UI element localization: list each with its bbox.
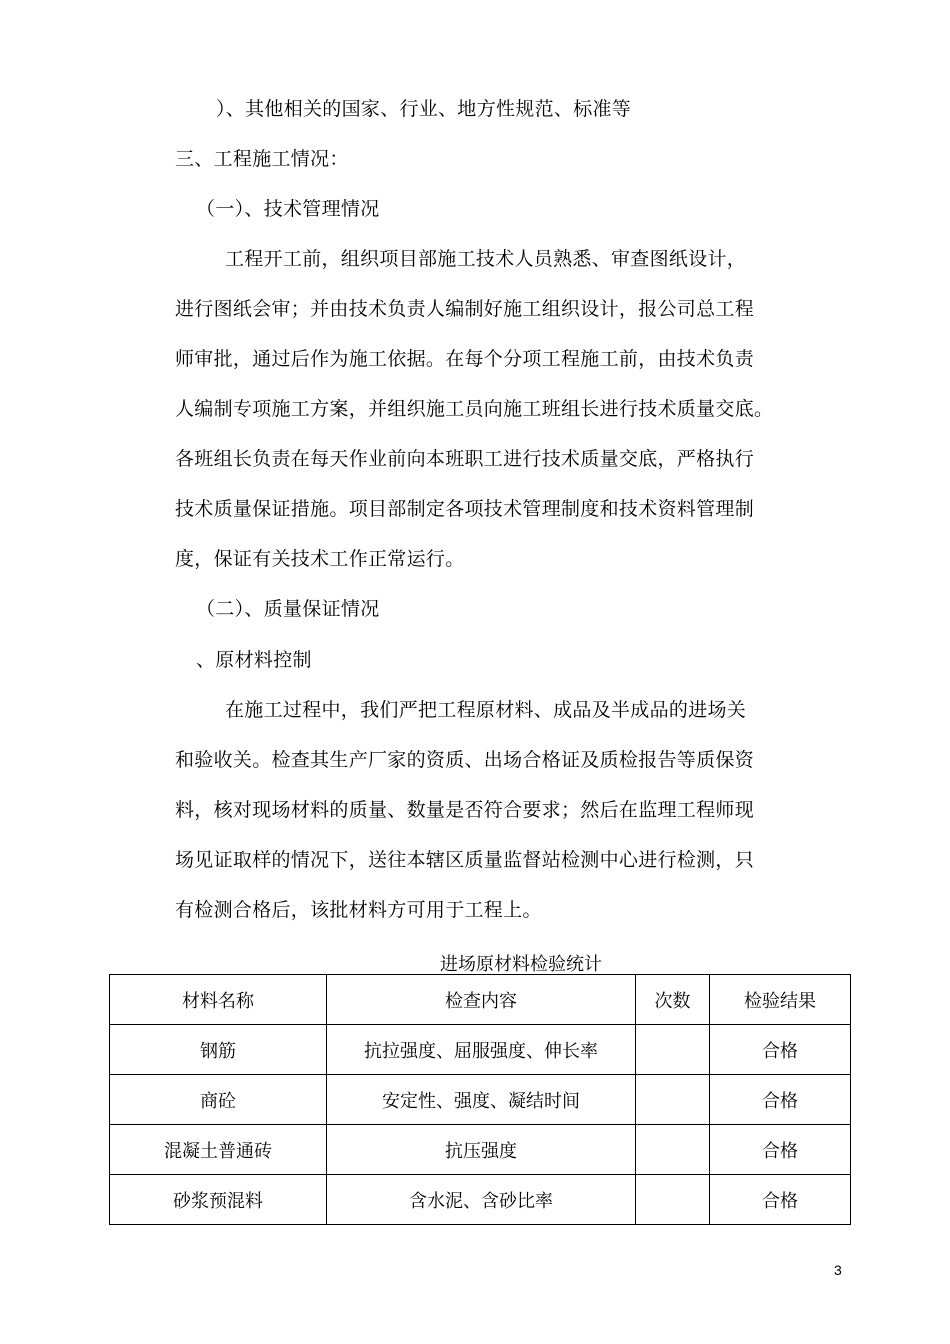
cell-material: 砂浆预混料	[110, 1175, 327, 1225]
paragraph-line: 度，保证有关技术工作正常运行。	[175, 548, 465, 570]
table-row	[110, 1075, 851, 1125]
cell-result: 合格	[710, 1025, 851, 1075]
cell-material: 商砼	[110, 1075, 327, 1125]
section-heading: 三、工程施工情况：	[175, 148, 349, 170]
table-row	[110, 1025, 851, 1075]
paragraph-line: ）、其他相关的国家、行业、地方性规范、标准等	[216, 98, 632, 120]
paragraph-line: 师审批，通过后作为施工依据。在每个分项工程施工前，由技术负责	[175, 348, 755, 370]
paragraph-line: 进行图纸会审；并由技术负责人编制好施工组织设计，报公司总工程	[175, 298, 755, 320]
paragraph-line: 在施工过程中，我们严把工程原材料、成品及半成品的进场关	[225, 699, 747, 721]
table-row	[110, 1125, 851, 1175]
item-heading: 、原材料控制	[196, 649, 312, 671]
subsection-heading: （二）、质量保证情况	[196, 598, 380, 620]
table-row	[110, 1175, 851, 1225]
paragraph-line: 场见证取样的情况下，送往本辖区质量监督站检测中心进行检测，只	[175, 849, 755, 871]
paragraph-line: 人编制专项施工方案，并组织施工员向施工班组长进行技术质量交底。	[175, 398, 774, 420]
table-caption: 进场原材料检验统计	[440, 954, 602, 975]
paragraph-line: 和验收关。检查其生产厂家的资质、出场合格证及质检报告等质保资	[175, 749, 755, 771]
cell-result: 合格	[710, 1125, 851, 1175]
paragraph-line: 有检测合格后，该批材料方可用于工程上。	[175, 899, 542, 921]
cell-result: 合格	[710, 1075, 851, 1125]
cell-material: 钢筋	[110, 1025, 327, 1075]
table-header-row	[110, 975, 851, 1025]
cell-result: 合格	[710, 1175, 851, 1225]
cell-content: 含水泥、含砂比率	[327, 1175, 636, 1225]
cell-count	[636, 1025, 710, 1075]
cell-count	[636, 1125, 710, 1175]
cell-content: 抗压强度	[327, 1125, 636, 1175]
paragraph-line: 工程开工前，组织项目部施工技术人员熟悉、审查图纸设计，	[225, 248, 747, 270]
cell-content: 安定性、强度、凝结时间	[327, 1075, 636, 1125]
header-inspection-content: 检查内容	[327, 975, 636, 1025]
paragraph-line: 料，核对现场材料的质量、数量是否符合要求；然后在监理工程师现	[175, 799, 755, 821]
paragraph-line: 各班组长负责在每天作业前向本班职工进行技术质量交底，严格执行	[175, 448, 755, 470]
subsection-heading: （一）、技术管理情况	[196, 198, 380, 220]
page-number: 3	[834, 1262, 842, 1278]
paragraph-line: 技术质量保证措施。项目部制定各项技术管理制度和技术资料管理制	[175, 498, 755, 520]
cell-count	[636, 1075, 710, 1125]
header-count: 次数	[636, 975, 710, 1025]
cell-count	[636, 1175, 710, 1225]
cell-content: 抗拉强度、屈服强度、伸长率	[327, 1025, 636, 1075]
cell-material: 混凝土普通砖	[110, 1125, 327, 1175]
header-result: 检验结果	[710, 975, 851, 1025]
material-inspection-table	[109, 974, 851, 1225]
header-material-name: 材料名称	[110, 975, 327, 1025]
